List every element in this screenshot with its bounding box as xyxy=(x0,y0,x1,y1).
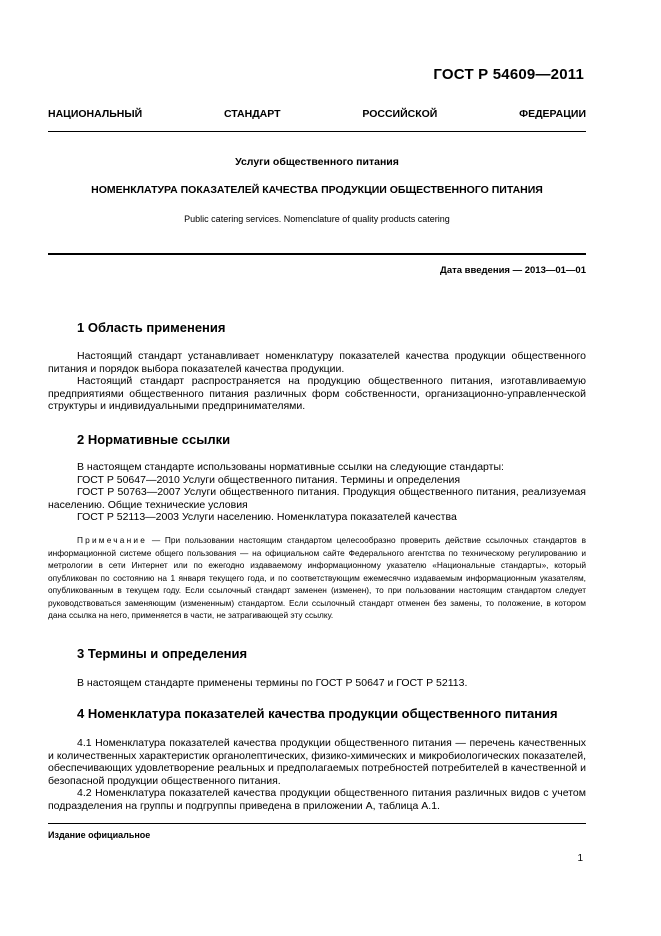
section-4-heading: 4 Номенклатура показателей качества продукции общественного питания xyxy=(77,706,558,721)
section-2-heading: 2 Нормативные ссылки xyxy=(77,432,231,447)
normative-reference: ГОСТ Р 52113—2003 Услуги населению. Номенклатура показателей качества xyxy=(77,511,457,523)
footer-divider xyxy=(48,823,586,824)
banner-word: СТАНДАРТ xyxy=(223,108,281,120)
document-subtitle: Услуги общественного питания xyxy=(235,156,399,168)
section-1-body xyxy=(48,350,586,413)
official-edition-label: Издание официальное xyxy=(48,830,151,840)
standard-designation: ГОСТ Р 54609—2011 xyxy=(433,66,584,83)
introduction-date: Дата введения — 2013—01—01 xyxy=(440,265,586,276)
paragraph: 4.1 Номенклатура показателей качества продукции общественного питания — перечень качественных и количественных характеристик органолептических, физико-химических и микробиологических показателей, обеспечивающих удовлетворение реальных и предполагаемых потребностей потребителей в качественной и безопасной продукции общественного питания. xyxy=(48,737,586,787)
title-divider xyxy=(48,253,586,255)
english-title: Public catering services. Nomenclature of quality products catering xyxy=(184,214,450,224)
document-title: НОМЕНКЛАТУРА ПОКАЗАТЕЛЕЙ КАЧЕСТВА ПРОДУКЦИИ ОБЩЕСТВЕННОГО ПИТАНИЯ xyxy=(91,184,543,196)
page-number: 1 xyxy=(577,853,583,864)
banner-word: НАЦИОНАЛЬНЫЙ xyxy=(48,108,143,120)
section-3-heading: 3 Термины и определения xyxy=(77,646,248,661)
national-standard-banner xyxy=(48,108,586,120)
paragraph: Настоящий стандарт устанавливает номенклатуру показателей качества продукции общественного питания и порядок выбора показателей качества продукции. xyxy=(48,350,586,375)
normative-reference: ГОСТ Р 50647—2010 Услуги общественного питания. Термины и определения xyxy=(77,473,461,486)
normative-reference: ГОСТ Р 50763—2007 Услуги общественного питания. Продукция общественного питания, реализуемая населению. Общие технические условия xyxy=(48,486,586,511)
banner-word: РОССИЙСКОЙ xyxy=(362,108,438,120)
paragraph: 4.2 Номенклатура показателей качества продукции общественного питания различных видов с учетом подразделения на группы и подгруппы приведена в приложении А, таблица А.1. xyxy=(48,787,586,812)
paragraph: В настоящем стандарте использованы нормативные ссылки на следующие стандарты: xyxy=(77,461,504,473)
header-divider xyxy=(48,131,586,132)
banner-word: ФЕДЕРАЦИИ xyxy=(519,108,586,120)
section-1-heading: 1 Область применения xyxy=(77,320,226,335)
paragraph: Настоящий стандарт распространяется на продукцию общественного питания, изготавливаемую предприятиями общественного питания различных форм собственности, организационно-управленческой структуры и индивидуальными предпринимателями. xyxy=(48,375,586,412)
section-3-body xyxy=(48,677,586,690)
section-4-body xyxy=(48,737,586,812)
paragraph: В настоящем стандарте применены термины по ГОСТ Р 50647 и ГОСТ Р 52113. xyxy=(77,677,468,689)
section-2-body xyxy=(48,461,586,524)
note-text: — При пользовании настоящим стандартом целесообразно проверить действие ссылочных стандартов в информационной системе общего пользования — на официальном сайте Федерального агентства по техническому регулированию и метрологии в сети Интернет или по ежегодно издаваемому информационному указателю «Национальные стандарты», который опубликован по состоянию на 1 января текущего года, и по соответствующим ежемесячно издаваемым информационным указателям, опубликованным в текущем году. Если ссылочный стандарт заменен (изменен), то при пользовании настоящим стандартом следует руководствоваться заменяющим (измененным) стандартом. Если ссылочный стандарт отменен без замены, то положение, в котором дана ссылка на него, применяется в части, не затрагивающей эту ссылку. xyxy=(48,535,586,620)
note-label: Примечание xyxy=(77,535,148,545)
note-block xyxy=(48,534,586,622)
